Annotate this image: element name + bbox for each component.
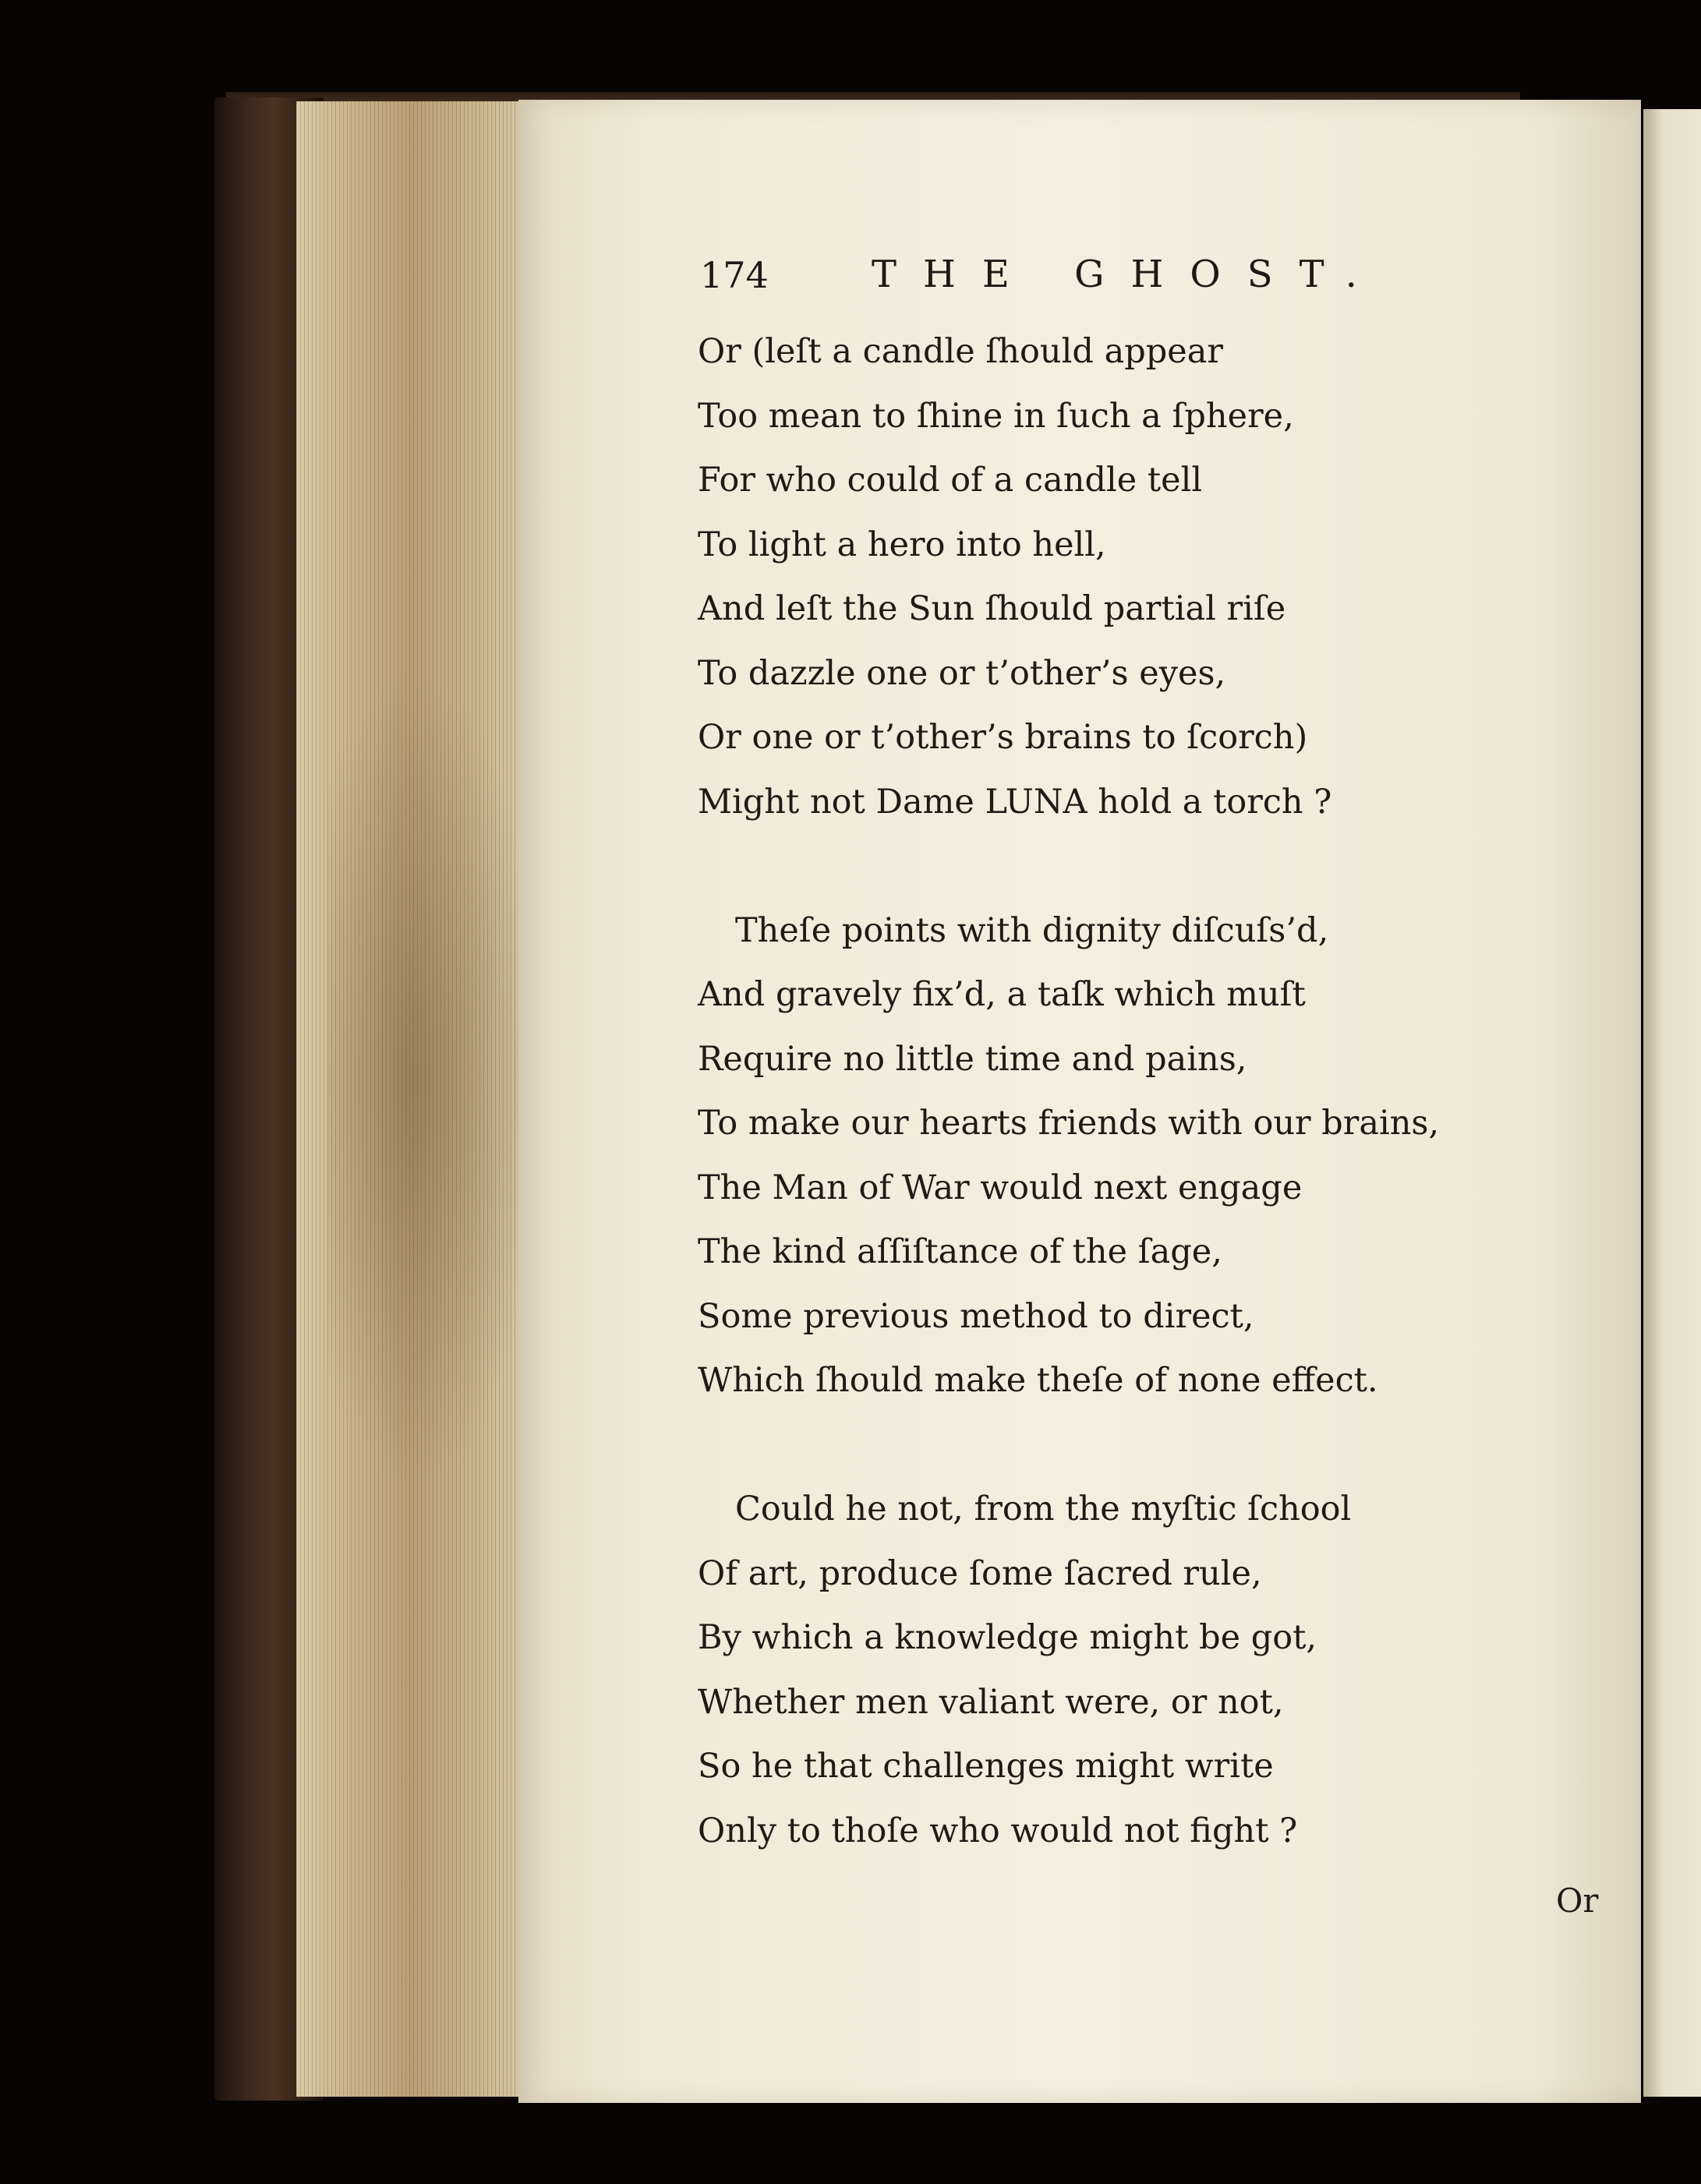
verse-line: Could he not, from the myſtic ſchool (735, 1490, 1352, 1528)
verse-line: Of art, produce ſome ſacred rule, (698, 1553, 1262, 1593)
page-header (700, 248, 1464, 310)
verse-line: Whether men valiant were, or not, (698, 1682, 1284, 1722)
catchword: Or (1556, 1882, 1599, 1920)
verse-line: Or (leſt a candle ſhould appear (698, 332, 1223, 371)
verse-line: Too mean to ſhine in ſuch a ſphere, (698, 396, 1294, 436)
verse-line: Might not Dame LUNA hold a torch ? (698, 782, 1332, 822)
verse-line: Only to thoſe who would not fight ? (698, 1811, 1298, 1850)
verse-line: The kind aſſiſtance of the ſage, (698, 1232, 1222, 1271)
verse-line: To make our hearts friends with our brains, (698, 1104, 1440, 1143)
verse-line: Which ſhould make theſe of none effect. (698, 1361, 1378, 1400)
verse-line: To dazzle one or t’other’s eyes, (698, 653, 1226, 693)
verse-line: And leſt the Sun ſhould partial riſe (698, 589, 1286, 628)
verse-line: Theſe points with dignity diſcuſs’d, (735, 910, 1329, 950)
page-edge-stain (327, 670, 546, 1489)
verse-line: Require no little time and pains, (698, 1039, 1247, 1079)
running-title: THE GHOST. (872, 253, 1384, 296)
verse-line: So he that challenges might write (698, 1747, 1274, 1786)
verse-line: By which a knowledge might be got, (698, 1618, 1317, 1657)
page-number: 174 (700, 254, 769, 296)
verse-line: Or one or t’other’s brains to ſcorch) (698, 718, 1308, 757)
verse-line: And gravely fix’d, a taſk which muſt (698, 975, 1306, 1014)
facing-page-edge (1643, 109, 1701, 2097)
verse-line: The Man of War would next engage (698, 1168, 1303, 1207)
verse-line: Some previous method to direct, (698, 1296, 1254, 1336)
verse-line: To light a hero into hell, (698, 525, 1106, 564)
verse-line: For who could of a candle tell (698, 461, 1203, 500)
